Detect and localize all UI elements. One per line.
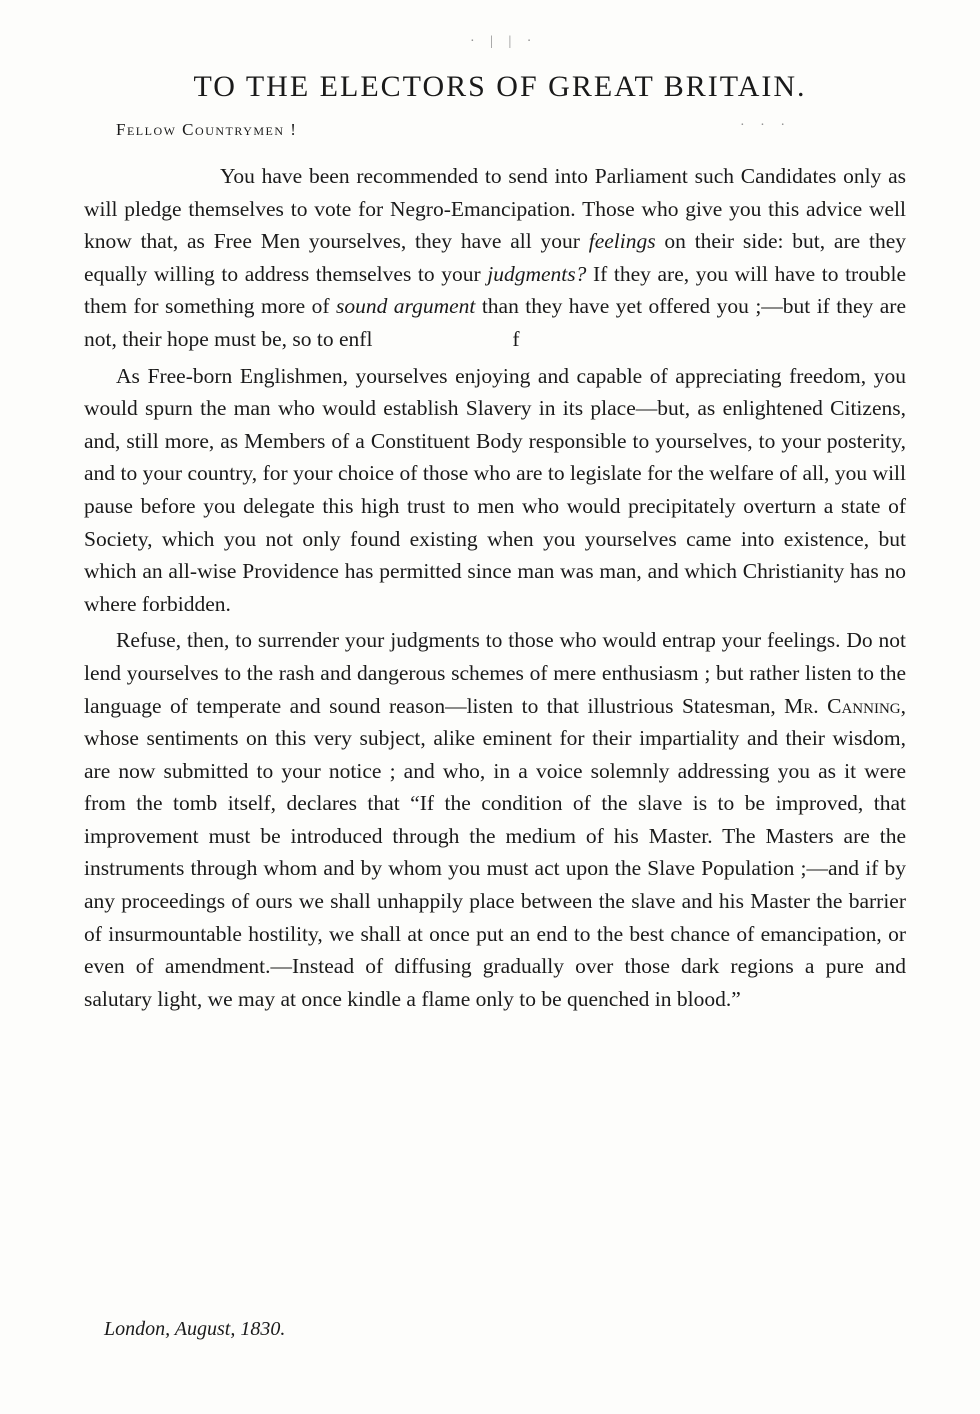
salutation: Fellow Countrymen ! <box>116 120 298 139</box>
paragraph-3 <box>84 624 906 1015</box>
paragraph-1 <box>84 160 906 356</box>
paragraph-1-text: on their side: but, are they equally willing to address themselves to your <box>84 229 906 286</box>
paragraph-3-text: , whose sentiments on this very subject, alike eminent for their impartiality and their wisdom, are now submitted to your notice ; and who, in a voice solemnly addressing you as it were from the tomb itself, declares that “If the condition of the slave is to be improved, that improvement must be introduced through the medium of his Master. The Masters are the instruments through whom and by whom you must act upon the Slave Population ;—and if by any proceedings of ours we shall unhappily place between the slave and his Master the barrier of insurmountable hostility, we shall at once put an end to the best chance of emancipation, or even of amendment.—Instead of diffusing gradually over those dark regions a pure and salutary light, we may at once kindle a flame only to be quenched in blood.” <box>84 693 906 1011</box>
paragraph-1-italic-judgments: judgments? <box>487 261 587 286</box>
paragraph-1-text: You have been recommended to send into Parliament such Candidates only as will pledge themselves to vote for Negro-Emancipation. Those who give you this advice well know that, as Free Men yourselves, they have all your <box>84 164 906 254</box>
paragraph-1-italic-sound-argument: sound argument <box>335 294 476 319</box>
paragraph-3-text: Refuse, then, to surrender your judgments to those who would entrap your feelings. Do not lend yourselves to the rash and dangerous schemes of mere enthusiasm ; but rather listen to the language of temperate and sound reason—listen to that illustrious Statesman, <box>84 628 906 718</box>
paragraph-1-text: If they are, you will have to trouble them for something more of <box>84 261 906 319</box>
print-speckle: · | | · <box>470 34 538 49</box>
paragraph-1-text: than they have yet offered you ;—but if they are not, their hope must be, so to enfl <box>84 294 906 351</box>
print-speckle: · · · <box>740 118 791 133</box>
paragraph-1-fragment: f <box>512 326 520 351</box>
document-title: TO THE ELECTORS OF GREAT BRITAIN. <box>193 70 807 103</box>
paragraph-2: As Free-born Englishmen, yourselves enjoying and capable of appreciating freedom, you would spurn the man who would establish Slavery in its place—but, as enlightened Citizens, and, still more, as Members of a Constituent Body responsible to yourselves, to your posterity, and to your country, for your choice of those who are to legislate for the welfare of all, you will pause before you delegate this high trust to men who would precipitately overturn a state of Society, which you not only found existing when you yourselves came into existence, but which an all-wise Providence has permitted since man was man, and which Christianity has no where forbidden. <box>84 363 906 616</box>
signoff-place-date: London, August, 1830. <box>104 1318 286 1340</box>
paragraph-3-name-canning: Mr. Canning <box>784 693 901 718</box>
paragraph-1-italic-feelings: feelings <box>588 229 656 254</box>
document-body <box>84 160 906 1019</box>
